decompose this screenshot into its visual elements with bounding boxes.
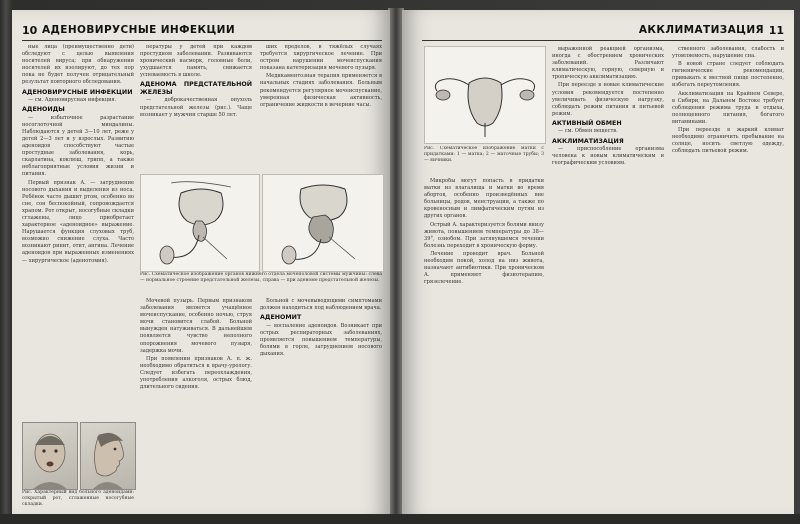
left-column-2-bottom [140,298,252,508]
paragraph: Акклиматизация на Крайнем Севере, в Сибири, на Дальнем Востоке требует соблюдения режима труда и отдыха, полноценного питания, богатого витаминами. [672,90,784,125]
paragraph: Острый А. характеризуется болями внизу живота, повышением температуры до 38—39°, ознобом. При затянувшемся течении болезнь переходит в хроническую форму. [424,221,544,249]
figure-caption-uterus: Рис. Схематическое изображение матки с придатками: 1 — матка; 2 — маточные трубы; 3 — яичники. [424,146,544,163]
paragraph: пературы у детей при каждом простудном заболевании. Развиваются хронический насморк, головные боли, ухудшается память, снижается успеваемость в школе. [140,44,252,79]
paragraph: В новой стране следует соблюдать гигиенические рекомендации, привыкать к местной пище постепенно, избегать переутомления. [672,61,784,89]
paragraph: Микробы могут попасть в придатки матки из влагалища и матки во время абортов, особенно произведённых вне больницы, родов, менструации, а также по кровеносным и лимфатическим путям из других органов. [424,178,544,220]
paragraph: Первый признак А. — затруднение носового дыхания и выделения из носа. Ребёнок часто дышит ртом, особенно во сне, сон беспокойный, сопровождается храпом. Рот открыт, носогубные складки сглажены, лицо приобретает характерное «аденоидное» выражение. Нарушается функция слуховых труб, возможно снижение слуха. Часто возникают ринит, отит, ангина. Лечение аденоидов при выраженных изменениях — хирургическое (аденотомия). [22,179,134,264]
paragraph: При переезде в новые климатические условия рекомендуется постепенно увеличивать физическую нагрузку, соблюдать режим питания и питьевой режим. [552,82,664,117]
article-term: АДЕНОИДЫ [22,106,65,114]
running-head-left: АДЕНОВИРУСНЫЕ ИНФЕКЦИИ [42,24,236,36]
page-number-left: 10 [22,24,38,37]
paragraph: — приспособление организма человека к новым климатическим и географическим условиям. [552,146,664,167]
left-column-2-top [140,44,252,168]
left-page [12,10,390,518]
anatomy-diagram-adenoma [263,175,383,271]
paragraph: Лечение проводит врач. Больной необходим покой, холод на низ живота, назначают антибиотики. При хроническом А. применяют физиотерапию, грязелечение. [424,250,544,286]
face-front-illustration [23,423,77,489]
paragraph: Медикаментозная терапия применяется в начальных стадиях заболевания. Больным рекомендуется регулярное мочеиспускание, умеренная физическая активность, ограничение жидкости в вечерние часы. [260,73,382,108]
paragraph: выраженной реакцией организма, иногда с обострением хронических заболеваний. Различают климатическую, горную, северную и тропическую акклиматизацию. [552,46,664,81]
right-column-3 [672,46,784,508]
paragraph: Больной с мочевыводящими симптомами должен находиться под наблюдением врача. [260,298,382,312]
article-term: АДЕНОМИТ [260,314,302,322]
left-column-1 [22,44,134,416]
header-rule [422,40,784,41]
article-term: АКТИВНЫЙ ОБМЕН [552,119,622,127]
running-head-right: АККЛИМАТИЗАЦИЯ [638,24,764,36]
left-column-3-top [260,44,382,168]
face-profile-illustration [81,423,135,489]
paragraph: ные лица (преимущественно дети) обследуют с целью выявления носителей вируса; при обнаружении носителей их изолируют, до тех пор пока не будет получен отрицательный результат повторного обследования. [22,44,134,86]
page-number-right: 11 [768,24,784,37]
right-column-1 [424,178,544,508]
table-surface [0,514,800,524]
paragraph: — см. Обмен веществ. [558,128,618,135]
paragraph: При переезде в жаркий климат необходимо ограничить пребывание на солнце, носить светлую одежду, соблюдать питьевой режим. [672,127,784,155]
anatomy-diagram-normal [141,175,259,271]
patient-photo-profile [80,422,136,490]
paragraph: Мочевой пузырь. Первым признаком заболевания является учащённое мочеиспускание, особенно ночью, струя мочи становится слабой. Больной вынужден натуживаться. В дальнейшем появляется чувство неполного опорожнения мочевого пузыря, задержка мочи. [140,298,252,354]
paragraph: — доброкачественная опухоль предстательной железы (рис.). Чаще возникает у мужчин старше 50 лет. [140,97,252,118]
right-page [402,10,794,518]
uterus-diagram [425,47,545,143]
figure-uterus [424,46,546,144]
header-rule [22,40,382,41]
left-column-3-bottom [260,298,382,508]
figure-normal-prostate [140,174,260,272]
article-term: АККЛИМАТИЗАЦИЯ [552,137,624,145]
figure-prostate-adenoma [262,174,384,272]
paragraph: При появлении признаков А. п. ж. необходимо обратиться к врачу-урологу. Следует избегать переохлаждения, употребления алкоголя, острых блюд, длительного сидения. [140,355,252,391]
paragraph: — воспаление аденоидов. Возникает при острых респираторных заболеваниях, проявляется повышением температуры, болями в горле, затруднением носового дыхания. [260,322,382,358]
patient-photo-front [22,422,78,490]
photo-caption: Рис. Характерный вид больного аденоидами: открытый рот, сглаженные носогубные складки. [22,490,134,507]
figure-caption-prostate: Рис. Схематическое изображение органов нижнего отдела мочеполовой системы мужчины: слева — нормальное строение предстательной железы, справа — при аденоме предстательной железы. [140,272,382,283]
paragraph: ших пределов, в тяжёлых случаях требуется хирургическое лечение. При остром нарушении мочеиспускания показана катетеризация мочевого пузыря. [260,44,382,72]
paragraph: — избыточное разрастание носоглоточной миндалины. Наблюдаются у детей 3—10 лет, реже у детей 2—3 лет и у взрослых. Развитию аденоидов способствуют частые простудные заболевания, корь, скарлатина, коклюш, грипп, а также неблагоприятные условия жизни и питания. [22,114,134,178]
right-column-2 [552,46,664,508]
paragraph: ственного заболевания, слабость и утомляемость, нарушение сна. [672,46,784,60]
paragraph: — см. Аденовирусная инфекция. [28,97,117,104]
article-term: АДЕНОМА ПРЕДСТАТЕЛЬНОЙ ЖЕЛЕЗЫ [140,81,252,96]
article-term: АДЕНОВИРУСНЫЕ ИНФЕКЦИИ [22,88,133,96]
